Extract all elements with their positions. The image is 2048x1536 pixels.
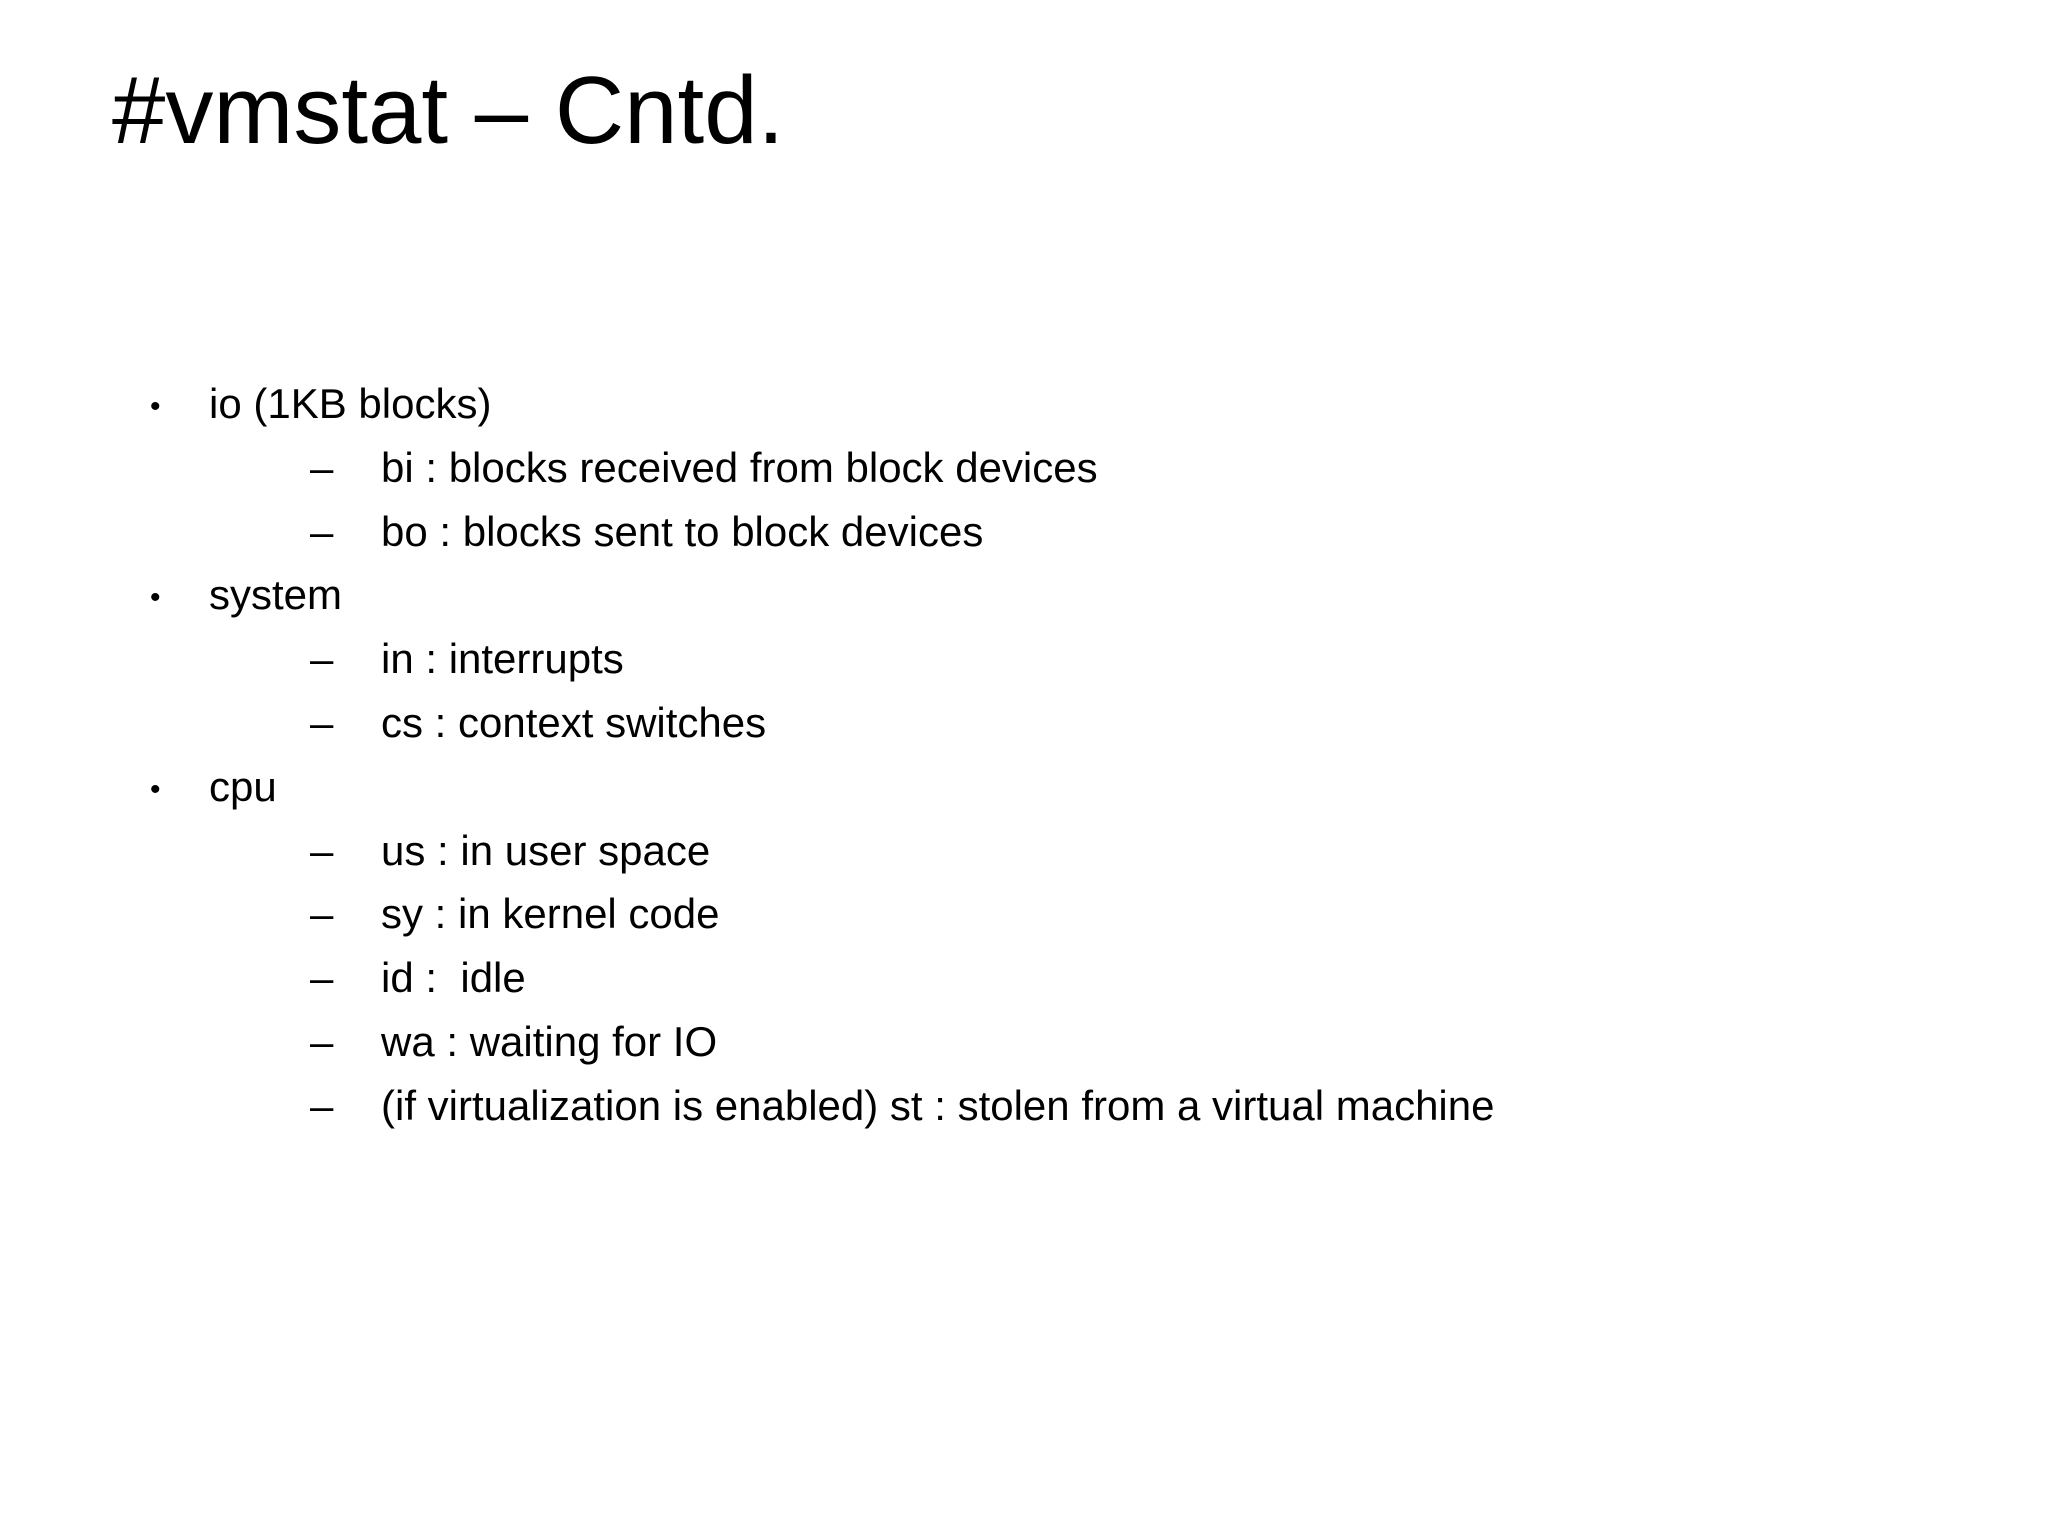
dash-icon: – <box>310 1017 334 1065</box>
dash-icon: – <box>310 698 334 746</box>
list-item-system <box>0 563 2048 627</box>
dash-icon: – <box>310 954 334 1002</box>
sub-item-label: in : interrupts <box>381 635 624 683</box>
sub-item-label: bi : blocks received from block devices <box>381 443 1098 491</box>
bullet-icon: • <box>150 390 161 423</box>
sub-item-label: cs : context switches <box>381 698 767 746</box>
sub-item-bi <box>0 436 2048 500</box>
list-item-label: io (1KB blocks) <box>209 380 492 427</box>
sub-item-label: us : in user space <box>381 826 711 874</box>
list-item-label: cpu <box>209 762 277 810</box>
dash-icon: – <box>310 890 334 938</box>
list-item-io <box>0 372 2048 436</box>
dash-icon: – <box>310 1081 334 1129</box>
dash-icon: – <box>310 507 334 555</box>
dash-icon: – <box>310 443 334 491</box>
bullet-icon: • <box>150 772 161 806</box>
list-item-cpu <box>0 755 2048 819</box>
sub-item-cs <box>0 691 2048 755</box>
sub-item-id <box>0 946 2048 1010</box>
sub-item-label: id : idle <box>381 954 526 1002</box>
sub-item-label: bo : blocks sent to block devices <box>381 507 984 555</box>
slide-title: #vmstat – Cntd. <box>112 57 785 164</box>
sub-item-st <box>0 1074 2048 1138</box>
list-item-label: system <box>209 571 343 619</box>
sub-item-label: wa : waiting for IO <box>381 1017 718 1065</box>
sub-item-us <box>0 819 2048 883</box>
dash-icon: – <box>310 635 334 683</box>
bullet-list <box>0 372 2048 1138</box>
sub-item-wa <box>0 1010 2048 1074</box>
dash-icon: – <box>310 826 334 874</box>
bullet-icon: • <box>150 581 161 615</box>
sub-item-label: sy : in kernel code <box>381 890 720 938</box>
sub-item-bo <box>0 500 2048 564</box>
sub-item-label: (if virtualization is enabled) st : stolen from a virtual machine <box>381 1081 1495 1129</box>
sub-item-in <box>0 627 2048 691</box>
sub-item-sy <box>0 882 2048 946</box>
